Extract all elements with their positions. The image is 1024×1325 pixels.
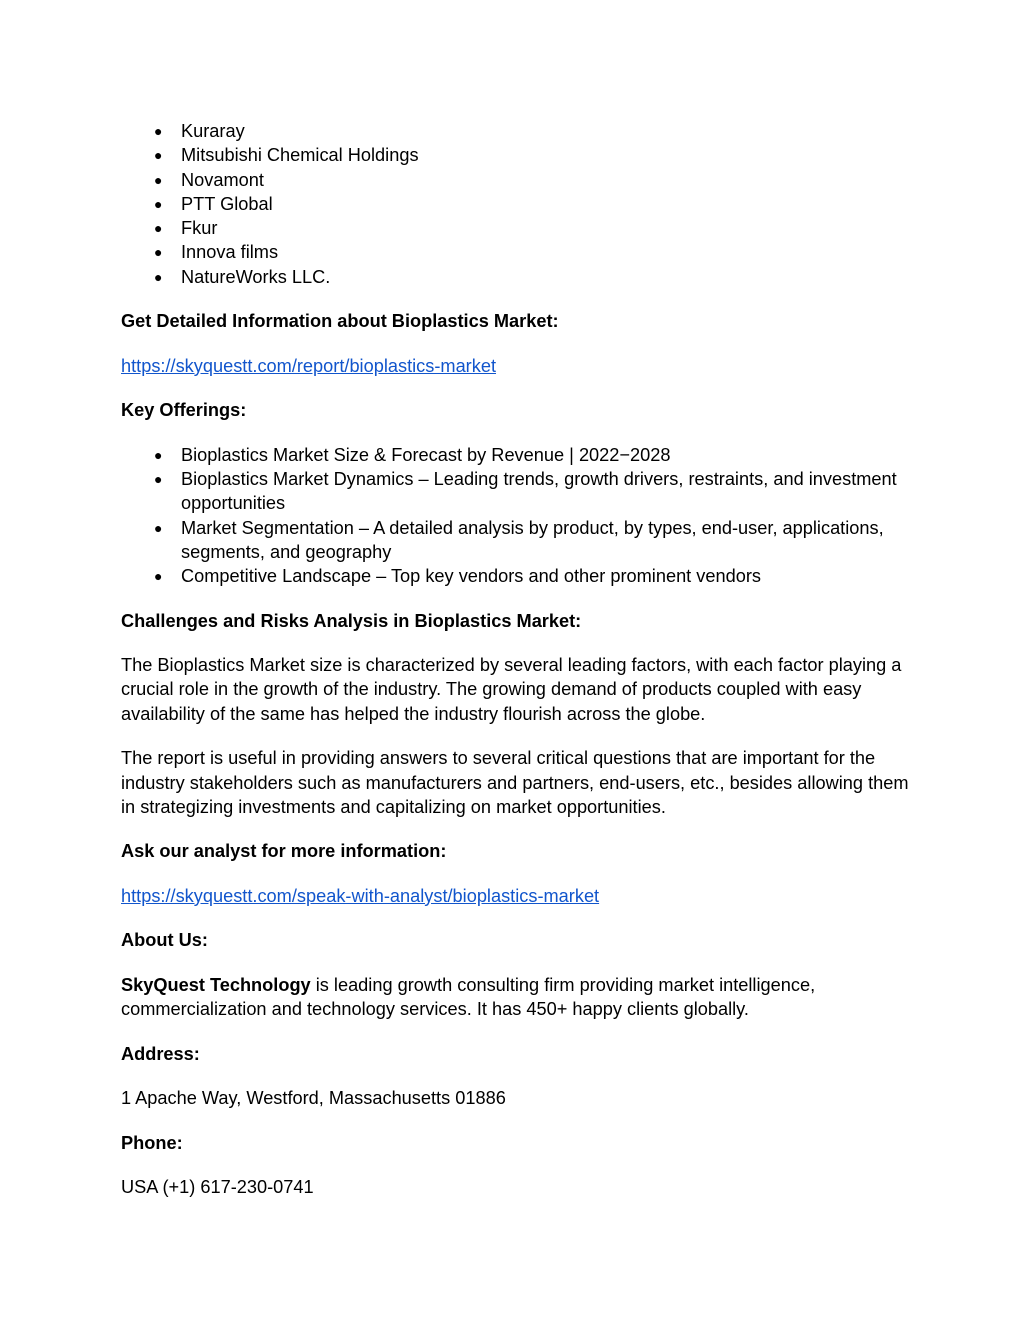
challenges-heading: Challenges and Risks Analysis in Bioplastics Market: bbox=[121, 610, 582, 631]
company-name: SkyQuest Technology bbox=[121, 974, 311, 995]
bullet-icon: ● bbox=[154, 195, 163, 212]
company-list bbox=[121, 119, 911, 289]
bullet-icon: ● bbox=[154, 568, 163, 585]
document-page bbox=[121, 119, 911, 1199]
list-item: ● PTT Global bbox=[121, 192, 911, 216]
about-text: is leading growth consulting firm providing market intelligence, commercialization and technology services. It has 450+ happy clients globally. bbox=[121, 974, 816, 1020]
list-item: ● Kuraray bbox=[121, 119, 911, 143]
bullet-icon: ● bbox=[154, 147, 163, 164]
address-value: 1 Apache Way, Westford, Massachusetts 01886 bbox=[121, 1088, 506, 1109]
bullet-icon: ● bbox=[154, 519, 163, 536]
report-link[interactable]: https://skyquestt.com/report/bioplastics-market bbox=[121, 355, 497, 376]
challenges-paragraph: The report is useful in providing answers to several critical questions that are important for the industry stakeholders such as manufacturers and partners, end-users, etc., besides allowing them in strategizing investments and capitalizing on market opportunities. bbox=[121, 748, 909, 817]
analyst-link[interactable]: https://skyquestt.com/speak-with-analyst/bioplastics-market bbox=[121, 885, 600, 906]
phone-value: USA (+1) 617-230-0741 bbox=[121, 1177, 314, 1198]
list-item: ● Bioplastics Market Size & Forecast by Revenue | 2022−2028 bbox=[121, 443, 911, 467]
bullet-icon: ● bbox=[154, 220, 163, 237]
bullet-icon: ● bbox=[154, 244, 163, 261]
bullet-icon: ● bbox=[154, 446, 163, 463]
about-paragraph bbox=[121, 973, 911, 1022]
list-item: ● NatureWorks LLC. bbox=[121, 265, 911, 289]
bullet-icon: ● bbox=[154, 171, 163, 188]
list-item: ● Novamont bbox=[121, 168, 911, 192]
list-item: ● Mitsubishi Chemical Holdings bbox=[121, 143, 911, 167]
about-heading: About Us: bbox=[121, 930, 208, 951]
bullet-icon: ● bbox=[154, 268, 163, 285]
bullet-icon: ● bbox=[154, 123, 163, 139]
list-item: ● Market Segmentation – A detailed analysis by product, by types, end-user, applications, segments, and geography bbox=[154, 517, 884, 562]
analyst-heading: Ask our analyst for more information: bbox=[121, 841, 447, 862]
bullet-icon: ● bbox=[154, 471, 163, 488]
detailed-info-heading: Get Detailed Information about Bioplastics Market: bbox=[121, 311, 559, 332]
phone-heading: Phone: bbox=[121, 1132, 183, 1153]
list-item: ● Competitive Landscape – Top key vendors and other prominent vendors bbox=[121, 564, 911, 588]
list-item: ● Innova films bbox=[121, 240, 911, 264]
key-offerings-list bbox=[121, 443, 911, 589]
address-heading: Address: bbox=[121, 1043, 200, 1064]
list-item: ● Bioplastics Market Dynamics – Leading trends, growth drivers, restraints, and investment opportunities bbox=[154, 469, 897, 514]
challenges-paragraph: The Bioplastics Market size is characterized by several leading factors, with each factor playing a crucial role in the growth of the industry. The growing demand of products coupled with easy availability of the same has helped the industry flourish across the globe. bbox=[121, 655, 902, 724]
list-item: ● Fkur bbox=[121, 216, 911, 240]
key-offerings-heading: Key Offerings: bbox=[121, 400, 247, 421]
